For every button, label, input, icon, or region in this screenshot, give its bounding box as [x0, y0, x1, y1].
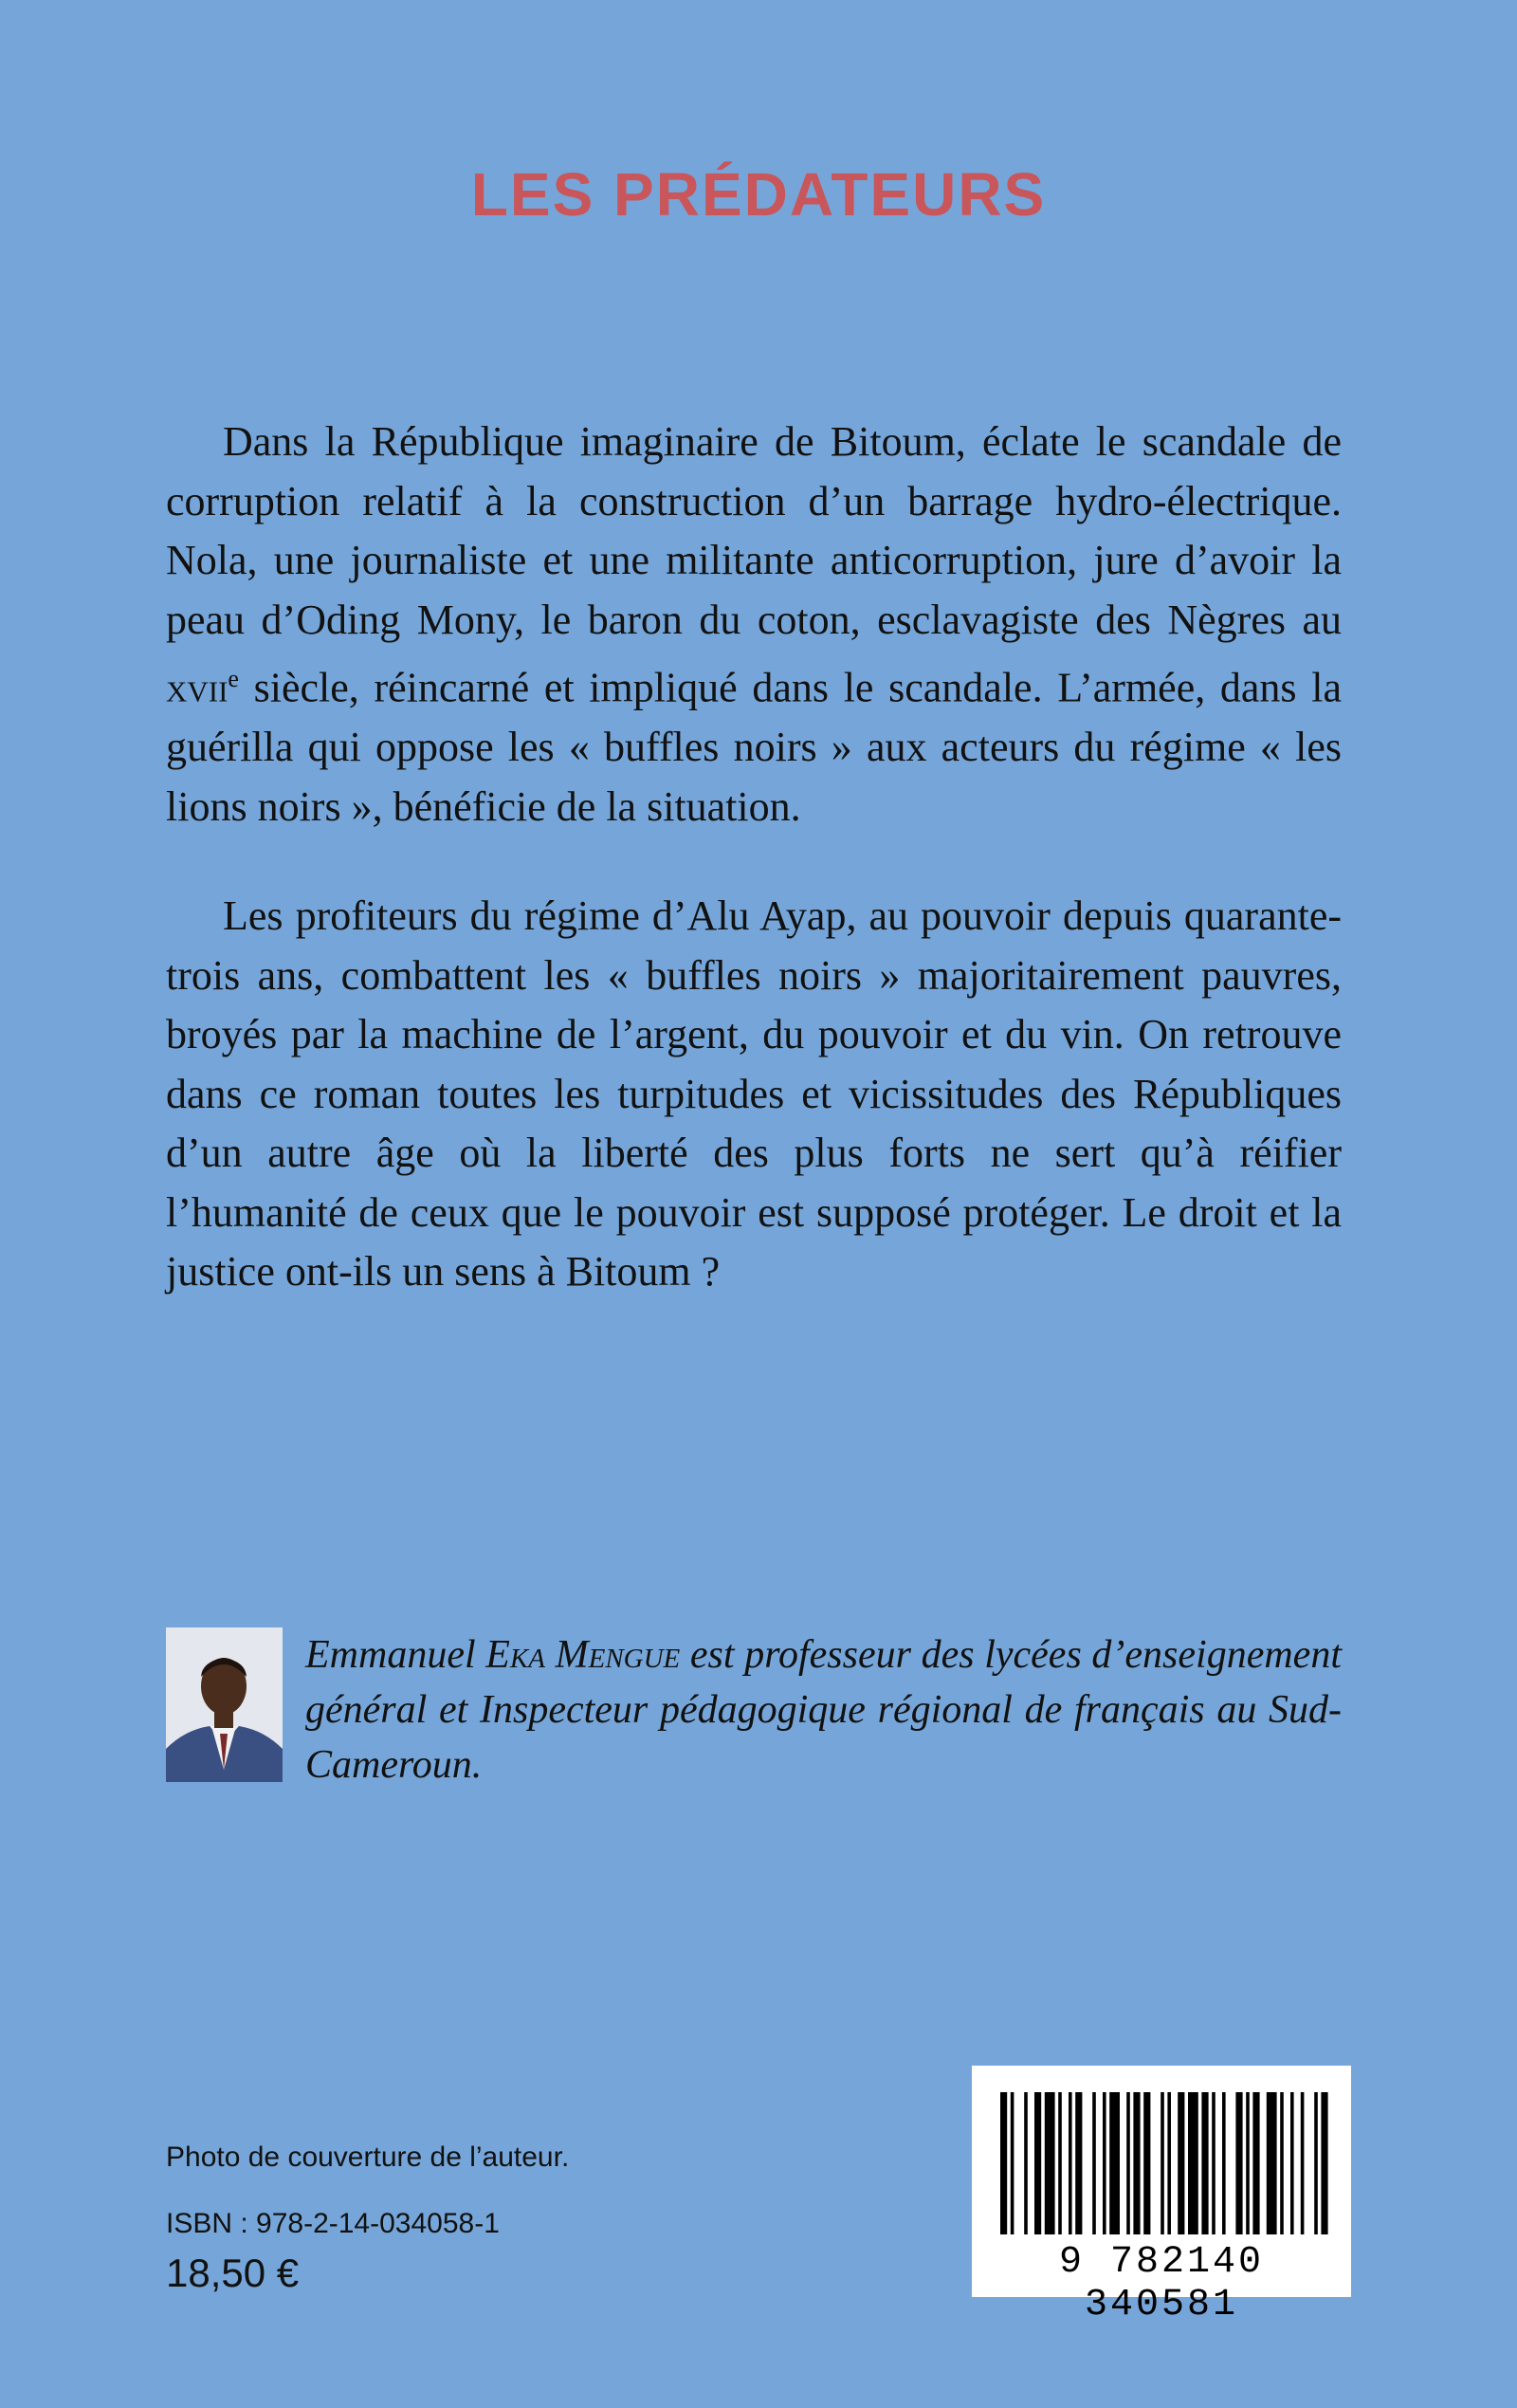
author-photo	[166, 1627, 283, 1782]
photo-credit: Photo de couverture de l’auteur.	[166, 2141, 570, 2173]
barcode	[972, 2066, 1351, 2326]
synopsis-text-part-1: Dans la République imaginaire de Bitoum, éclate le scandale de corruption relatif à la construction d’un barrage hydro-électrique. Nola, une journaliste et une militante anticorruption, jure d’avoir la peau d’Oding Mony, le baron du coton, esclavagiste des Nègres au	[166, 418, 1342, 643]
price: 18,50 €	[166, 2251, 300, 2295]
century-numeral: xvii	[166, 664, 228, 711]
barcode-digits: 9 782140 340581	[1058, 2241, 1265, 2326]
isbn: ISBN : 978-2-14-034058-1	[166, 2208, 500, 2239]
synopsis-paragraph-1	[166, 413, 1342, 836]
author-last-name: Eka Mengue	[485, 1633, 681, 1677]
author-portrait-icon	[166, 1627, 283, 1782]
author-bio	[305, 1627, 1342, 1792]
book-title: LES PRÉDATEURS	[470, 160, 1047, 229]
author-bio-text: est professeur des lycées d’enseignement général et Inspecteur pédagogique régional de français au Sud-Cameroun.	[305, 1633, 1342, 1787]
author-first-name: Emmanuel	[305, 1633, 486, 1677]
synopsis-text-part-2: siècle, réincarné et impliqué dans le scandale. L’armée, dans la guérilla qui oppose les « buffles noirs » aux acteurs du régime « les lions noirs », bénéficie de la situation.	[166, 664, 1342, 830]
century-superscript: e	[228, 665, 239, 692]
synopsis-paragraph-2: Les profiteurs du régime d’Alu Ayap, au pouvoir depuis quarante-trois ans, combattent les « buffles noirs » majoritairement pauvres, broyés par la machine de l’argent, du pouvoir et du vin. On retrouve dans ce roman toutes les turpitudes et vicissitudes des Républiques d’un autre âge où la liberté des plus forts ne sert qu’à réifier l’humanité de ceux que le pouvoir est supposé protéger. Le droit et la justice ont-ils un sens à Bitoum ?	[166, 892, 1342, 1295]
